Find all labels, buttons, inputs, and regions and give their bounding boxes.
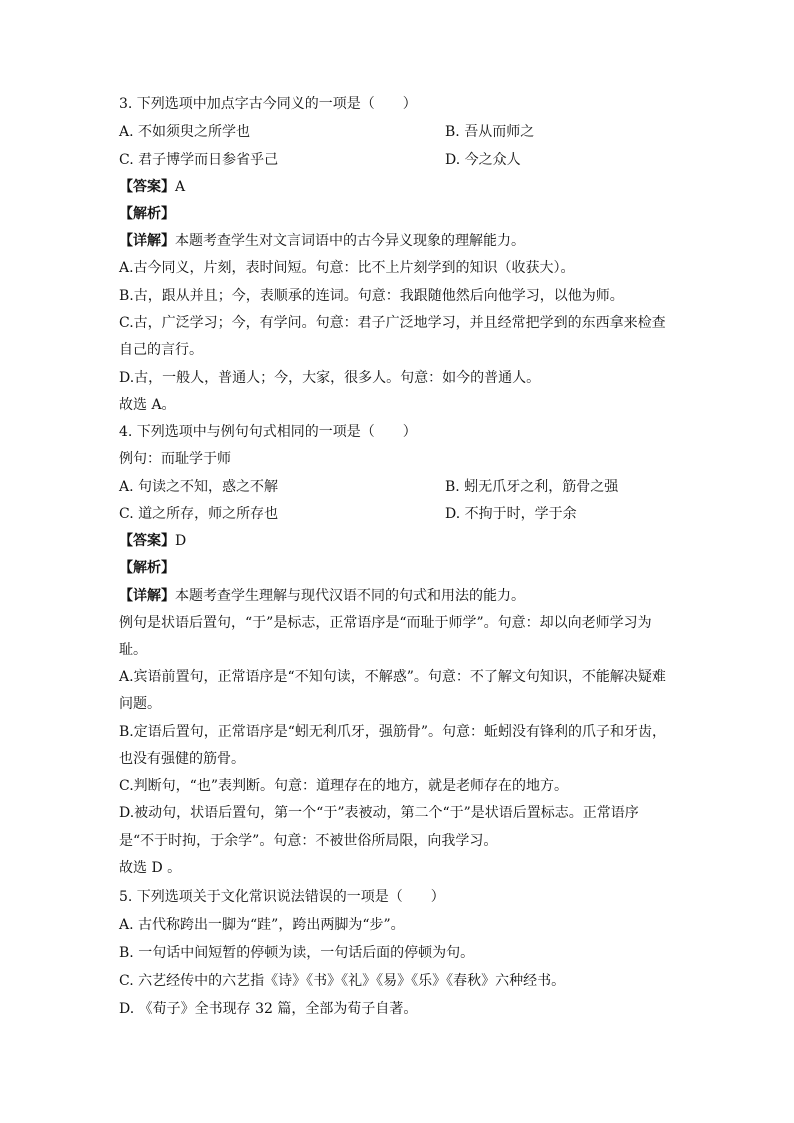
- q4-line: 是“不于时拘，于余学”。句意：不被世俗所局限，向我学习。: [119, 833, 498, 849]
- q4-option-a: A. 句读之不知，惑之不解: [119, 479, 279, 495]
- q4-detail: [119, 586, 679, 606]
- q4-line: C.判断句，“也”表判断。句意：道理存在的地方，就是老师存在的地方。: [119, 778, 568, 794]
- q3-detail-text: 本题考查学生对文言词语中的古今异义现象的理解能力。: [175, 233, 525, 249]
- q4-line: 问题。: [119, 696, 161, 712]
- q3-line: 自己的言行。: [119, 342, 203, 358]
- q3-answer-tag: 【答案】: [119, 179, 175, 195]
- q4-answer-value: D: [175, 533, 187, 549]
- q5-option-c: C. 六艺经传中的六艺指《诗》《书》《礼》《易》《乐》《春秋》六种经书。: [119, 973, 566, 989]
- q4-option-d: D. 不拘于时，学于余: [445, 506, 577, 522]
- q4-answer: [119, 531, 679, 551]
- q4-option-b: B. 蚓无爪牙之利，筋骨之强: [445, 479, 619, 495]
- q3-answer-value: A: [175, 179, 186, 195]
- q3-option-c: C. 君子博学而日参省乎己: [119, 152, 279, 168]
- q4-line: D.被动句，状语后置句，第一个“于”表被动，第二个“于”是状语后置标志。正常语序: [119, 805, 639, 821]
- q5-stem: 5. 下列选项关于文化常识说法错误的一项是（ ）: [119, 889, 445, 905]
- q3-stem: 3. 下列选项中加点字古今同义的一项是（ ）: [119, 96, 417, 112]
- q3-option-b: B. 吾从而师之: [445, 124, 535, 140]
- q3-line: C.古，广泛学习；今，有学问。句意：君子广泛地学习，并且经常把学到的东西拿来检查: [119, 315, 666, 331]
- q5-option-d: D. 《荀子》全书现存 32 篇，全部为荀子自著。: [119, 1001, 418, 1017]
- q3-option-d: D. 今之众人: [445, 152, 521, 168]
- q3-line: D.古，一般人，普通人；今，大家，很多人。句意：如今的普通人。: [119, 370, 541, 386]
- q3-answer: [119, 177, 679, 197]
- q4-analysis-label: 【解析】: [119, 560, 175, 576]
- q3-line: B.古，跟从并且；今，表顺承的连词。句意：我跟随他然后向他学习，以他为师。: [119, 288, 624, 304]
- q4-line: 故选 D 。: [119, 860, 182, 876]
- q3-line: A.古今同义，片刻，表时间短。句意：比不上片刻学到的知识（收获大）。: [119, 260, 575, 276]
- q4-detail-tag: 【详解】: [119, 588, 175, 604]
- q4-answer-tag: 【答案】: [119, 533, 175, 549]
- q4-line: A.宾语前置句，正常语序是“不知句读，不解惑”。句意：不了解文句知识，不能解决疑难: [119, 669, 666, 685]
- q3-option-a: A. 不如须臾之所学也: [119, 124, 251, 140]
- q4-line: 例句是状语后置句，“于”是标志，正常语序是“而耻于师学”。句意：却以向老师学习为: [119, 615, 652, 631]
- q4-option-c: C. 道之所存，师之所存也: [119, 506, 279, 522]
- q4-analysis-tag: [119, 558, 679, 578]
- q3-line: 故选 A。: [119, 397, 176, 413]
- q5-option-a: A. 古代称跨出一脚为“跬”，跨出两脚为“步”。: [119, 917, 405, 933]
- q3-analysis-tag: [119, 204, 679, 224]
- q3-detail-tag: 【详解】: [119, 233, 175, 249]
- q3-analysis-label: 【解析】: [119, 206, 175, 222]
- q4-stem: 4. 下列选项中与例句句式相同的一项是（ ）: [119, 424, 417, 440]
- q4-line: 耻。: [119, 642, 147, 658]
- q5-option-b: B. 一句话中间短暂的停顿为读，一句话后面的停顿为句。: [119, 945, 475, 961]
- q4-line: 也没有强健的筋骨。: [119, 751, 245, 767]
- q4-example: 例句：而耻学于师: [119, 451, 231, 467]
- q4-detail-text: 本题考查学生理解与现代汉语不同的句式和用法的能力。: [175, 588, 525, 604]
- q3-detail: [119, 231, 679, 251]
- q4-line: B.定语后置句，正常语序是“蚓无利爪牙，强筋骨”。句意：蚯蚓没有锋利的爪子和牙齿，: [119, 724, 667, 740]
